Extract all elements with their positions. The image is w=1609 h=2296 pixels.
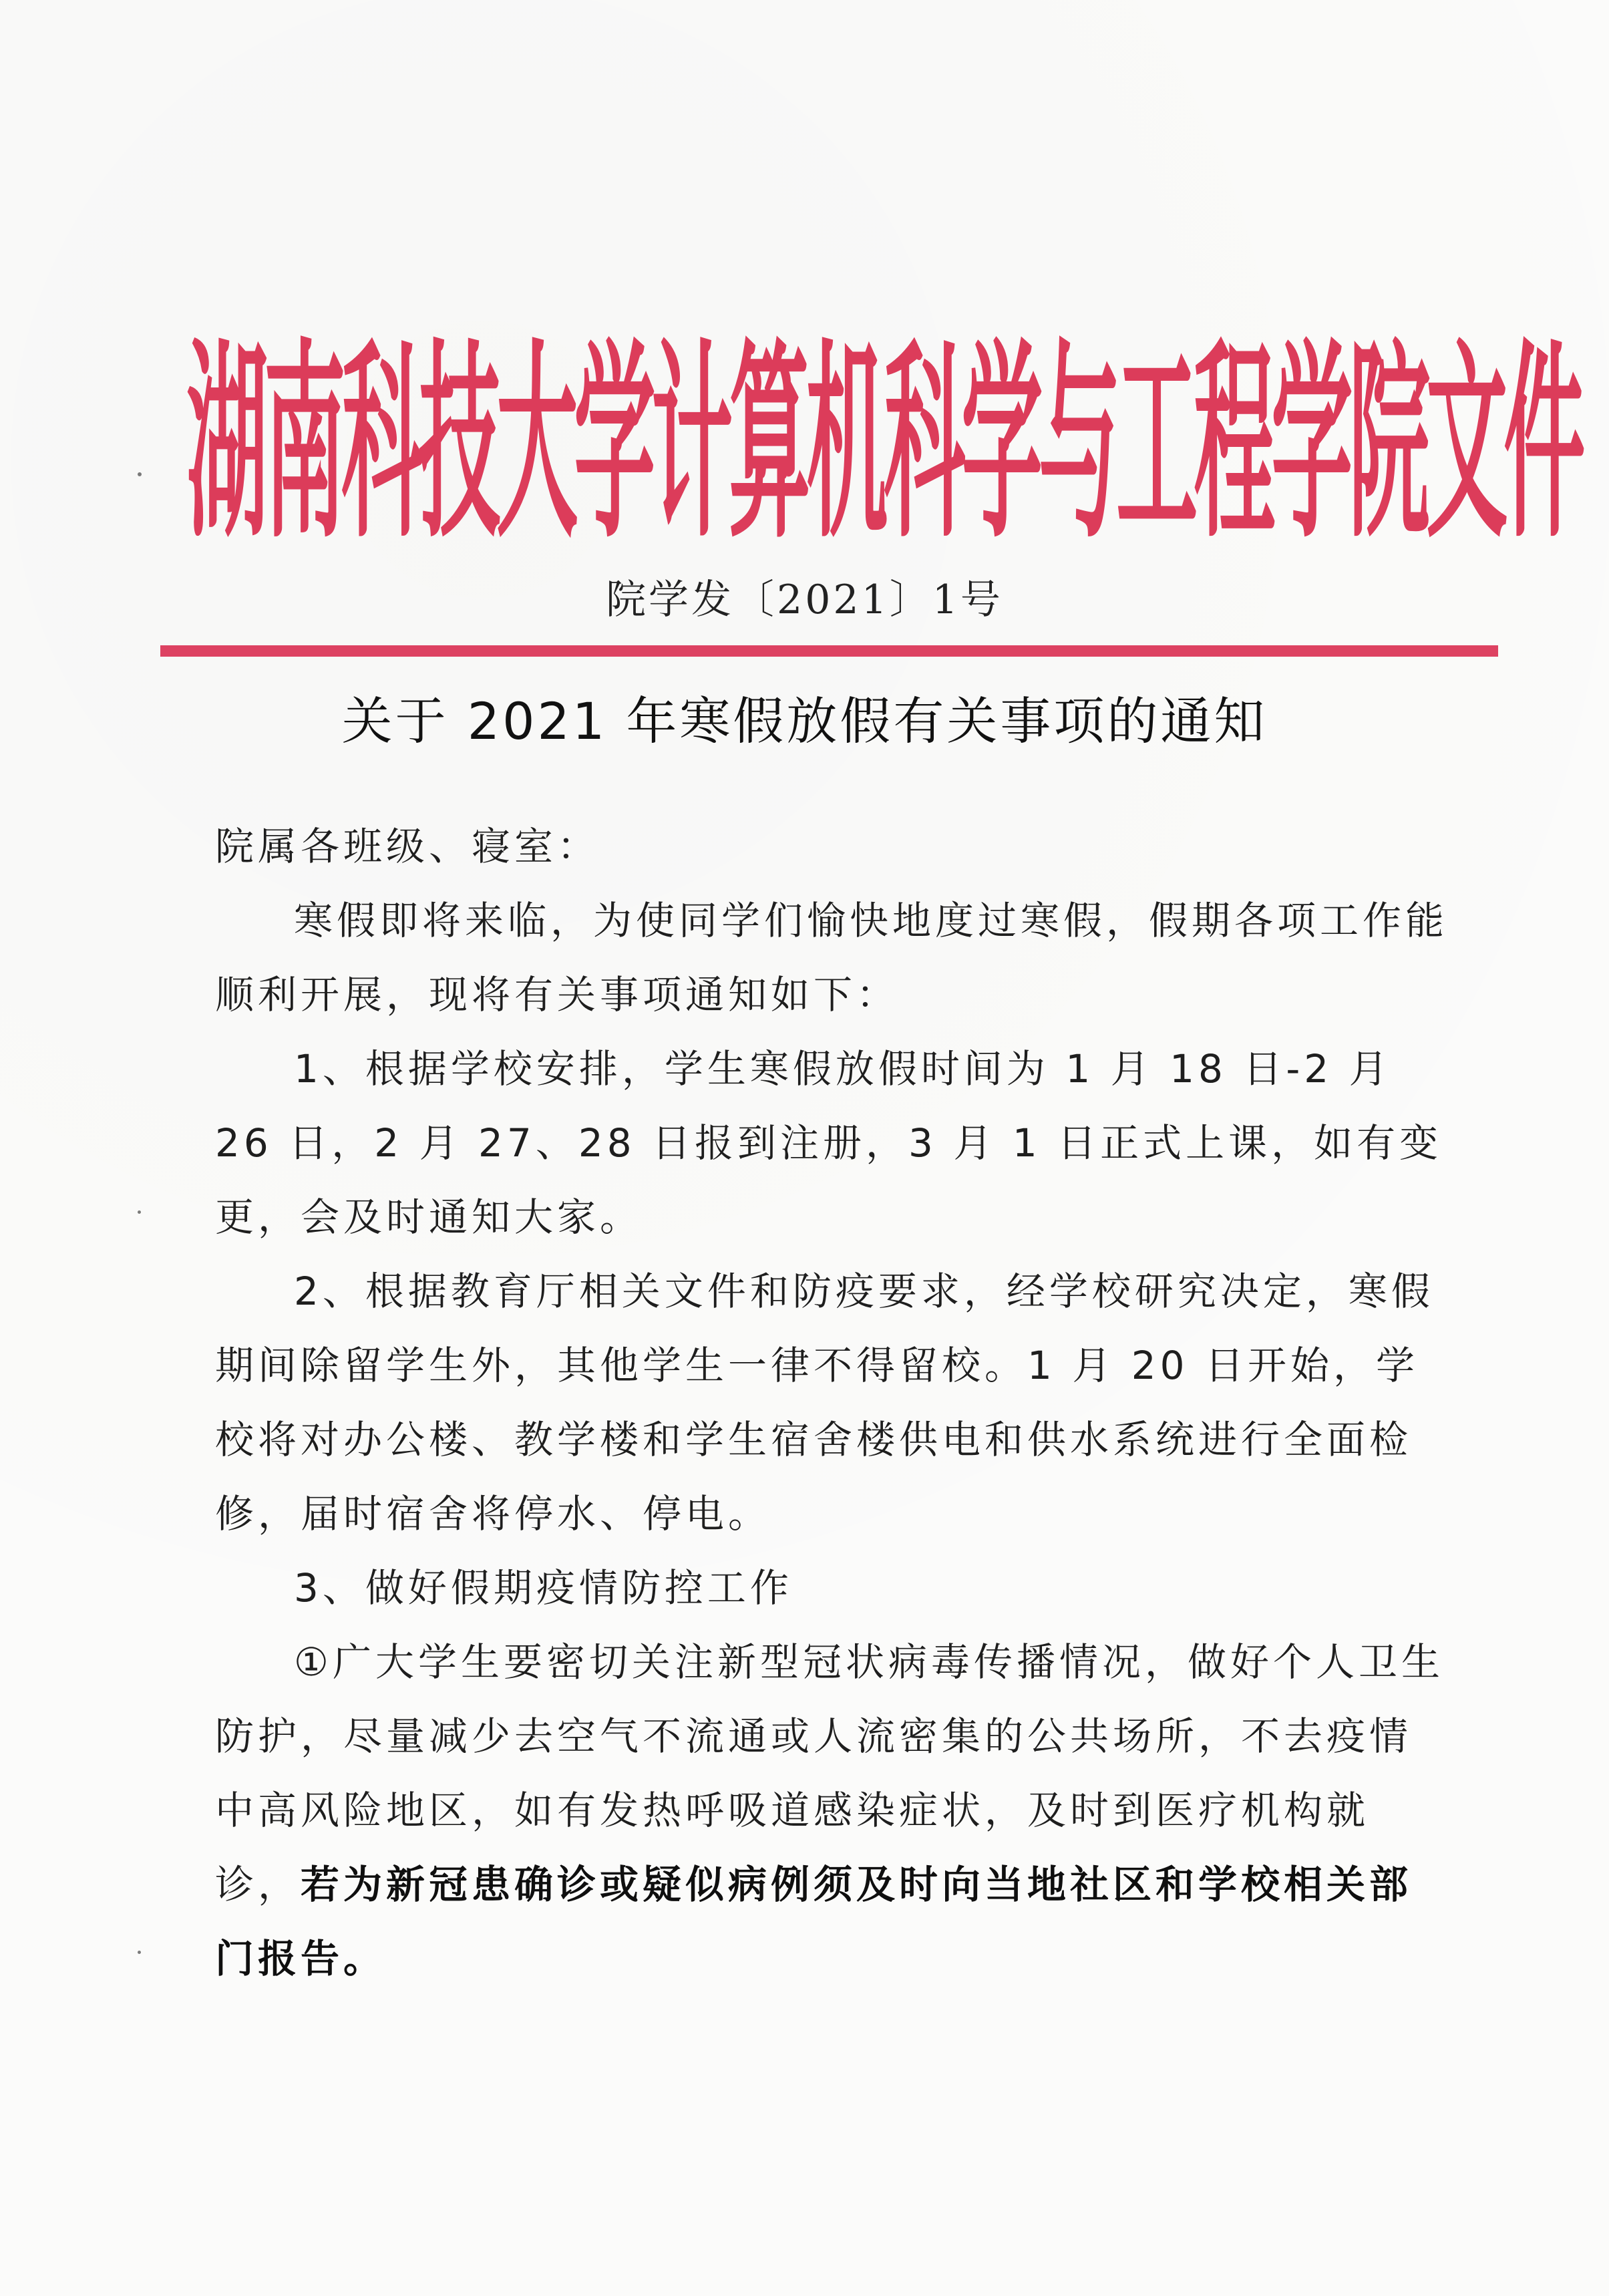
- scan-speck: [138, 472, 142, 476]
- notice-body: [215, 810, 1451, 1996]
- intro-paragraph: 寒假即将来临，为使同学们愉快地度过寒假，假期各项工作能顺利开展，现将有关事项通知如下：: [215, 898, 1449, 1017]
- letterhead-char: 与: [1039, 321, 1121, 566]
- letterhead-char: 计: [651, 321, 733, 566]
- letterhead-char: 技: [419, 321, 501, 566]
- notice-title: 关于 2021 年寒假放假有关事项的通知: [341, 691, 1268, 751]
- salutation: 院属各班级、寝室：: [215, 824, 600, 869]
- letterhead-title: [170, 321, 1586, 566]
- letterhead-char: 学: [961, 321, 1043, 566]
- document-number: 院学发〔2021〕1号: [606, 577, 1003, 623]
- red-divider-line: [160, 645, 1498, 657]
- item-3-sub-1-paragraph: [215, 1625, 1451, 1996]
- letterhead-char: 算: [729, 321, 811, 566]
- letterhead-char: 院: [1349, 321, 1431, 566]
- letterhead-char: 机: [806, 321, 888, 566]
- letterhead-char: 学: [1271, 321, 1353, 566]
- letterhead-char: 科: [884, 321, 966, 566]
- item-3-sub-1-text: ①广大学生要密切关注新型冠状病毒传播情况，做好个人卫生防护，尽量减少去空气不流通或人流密集的公共场所，不去疫情中高风险地区，如有发热呼吸道感染症状，及时到医疗机构就诊，: [215, 1639, 1444, 1907]
- item-3-sub-1-emphasis: 若为新冠患确诊或疑似病例须及时向当地社区和学校相关部门报告。: [215, 1862, 1413, 1981]
- letterhead-char: 大: [496, 321, 578, 566]
- letterhead-char: 学: [574, 321, 656, 566]
- letterhead-char: 科: [341, 321, 423, 566]
- letterhead-char: 湖: [186, 321, 269, 566]
- letterhead-char: 工: [1116, 321, 1198, 566]
- letterhead-char: 程: [1194, 321, 1276, 566]
- item-3-heading: 3、做好假期疫情防控工作: [294, 1565, 793, 1611]
- scan-speck: [138, 1210, 141, 1214]
- item-1-paragraph: 1、根据学校安排，学生寒假放假时间为 1 月 18 日-2 月 26 日，2 月 27、28 日报到注册，3 月 1 日正式上课，如有变更，会及时通知大家。: [215, 1046, 1443, 1240]
- letterhead-char: 件: [1503, 321, 1586, 566]
- letterhead-char: 文: [1426, 321, 1508, 566]
- scan-speck: [138, 1951, 141, 1954]
- item-2-paragraph: 2、根据教育厅相关文件和防疫要求，经学校研究决定，寒假期间除留学生外，其他学生一律不得留校。1 月 20 日开始，学校将对办公楼、教学楼和学生宿舍楼供电和供水系统进行全面检修，届时宿舍将停水、停电。: [215, 1269, 1434, 1536]
- letterhead-char: 南: [264, 321, 346, 566]
